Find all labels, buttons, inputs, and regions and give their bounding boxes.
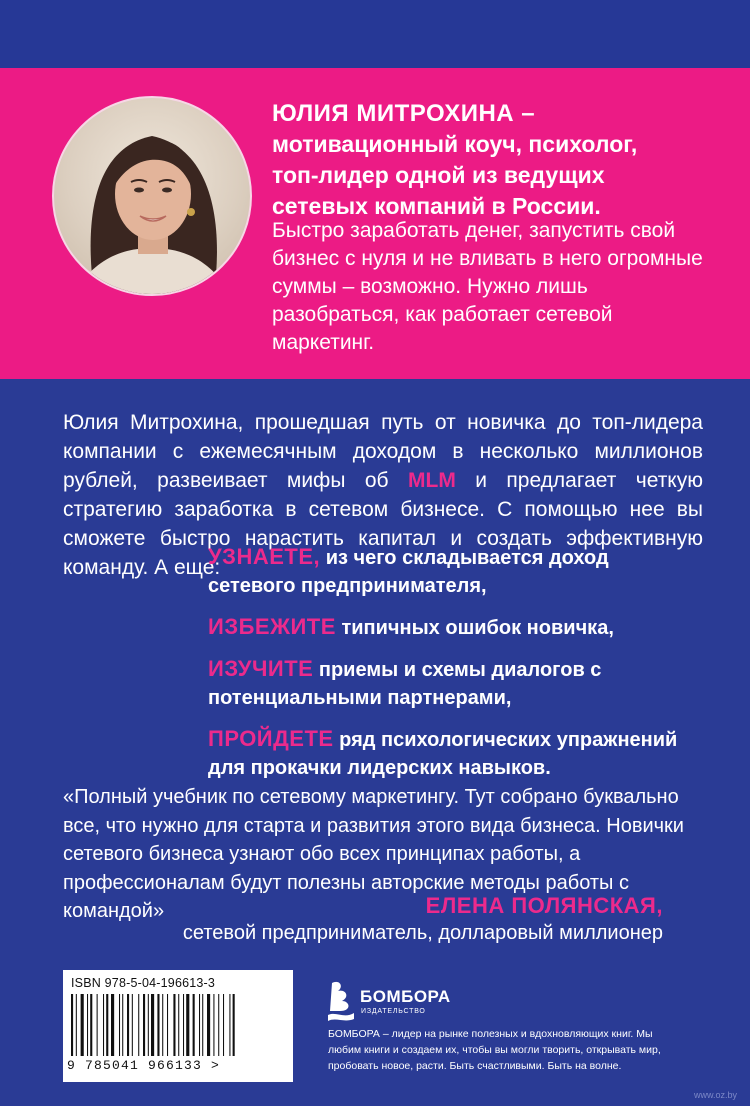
barcode-bar <box>97 994 98 1056</box>
barcode-bar <box>87 994 88 1056</box>
list-keyword: УЗНАЕТЕ, <box>208 544 321 569</box>
barcode-bar <box>207 994 210 1056</box>
isbn-barcode <box>63 970 293 1082</box>
barcode-bar <box>127 994 129 1056</box>
quote-author-role: сетевой предприниматель, долларовый миллионер <box>182 922 663 944</box>
list-text: типичных ошибок новичка, <box>335 617 614 639</box>
barcode-bar <box>90 994 92 1056</box>
isbn-label: ISBN 978-5-04-196613-3 <box>71 976 216 990</box>
barcode-digits: 9 785041 966133 > <box>67 1058 221 1073</box>
bombora-wave-icon <box>326 977 356 1023</box>
list-keyword: ИЗБЕЖИТЕ <box>208 614 336 639</box>
barcode-bar <box>233 994 235 1056</box>
barcode-bar <box>229 994 230 1056</box>
mlm-highlight: MLM <box>408 469 456 492</box>
list-item <box>208 725 688 782</box>
list-keyword: ИЗУЧИТЕ <box>208 656 314 681</box>
author-description-line3: сетевых компаний в России. <box>272 193 601 219</box>
author-description-line2: топ-лидер одной из ведущих <box>272 162 605 188</box>
barcode-bar <box>193 994 195 1056</box>
top-strip <box>0 0 750 68</box>
review-quote: «Полный учебник по сетевому маркетингу. Тут собрано буквально все, что нужно для старта и развития этого вида бизнеса. Новички сетевого бизнеса узнают обо всех принципах работы, а профессионалам будут полезны авторские методы работы с командой» <box>63 786 684 922</box>
benefits-list <box>208 543 688 795</box>
list-text: ряд психологических упражнений для прокачки лидерских навыков. <box>208 729 678 779</box>
barcode-bar <box>119 994 120 1056</box>
list-keyword: ПРОЙДЕТЕ <box>208 726 334 751</box>
barcode-bar <box>218 994 219 1056</box>
barcode-bar <box>138 994 139 1056</box>
barcode-bar <box>76 994 77 1056</box>
author-title <box>272 98 712 222</box>
barcode-bar <box>183 994 184 1056</box>
list-item <box>208 655 688 712</box>
publisher-logo <box>326 977 526 1023</box>
barcode-bar <box>143 994 145 1056</box>
barcode-bar <box>151 994 154 1056</box>
barcode-bar <box>213 994 214 1056</box>
barcode-bar <box>202 994 203 1056</box>
barcode-bar <box>186 994 189 1056</box>
barcode-bar <box>157 994 159 1056</box>
barcode-bar <box>199 994 200 1056</box>
intro-text-start: Юлия Митрохина, прошедшая путь от новичка до топ-лидера компании с ежемесячным доходом в несколько миллионов рублей, развеивает мифы об <box>63 411 703 492</box>
barcode-bar <box>122 994 123 1056</box>
publisher-name: БОМБОРА <box>360 987 451 1006</box>
list-item <box>208 543 688 600</box>
list-text: приемы и схемы диалогов с потенциальными партнерами, <box>208 659 602 709</box>
bio-paragraph: Быстро заработать денег, запустить свой бизнес с нуля и не вливать в него огромные суммы – возможно. Нужно лишь разобраться, как работает сетевой маркетинг. <box>272 219 703 354</box>
intro-text-end: и предлагает четкую стратегию заработка в сетевом бизнесе. С помощью нее вы сможете быстро нарастить капитал и создать эффективную команду. А еще: <box>63 469 703 579</box>
author-name: ЮЛИЯ МИТРОХИНА – <box>272 100 536 127</box>
quote-author: ЕЛЕНА ПОЛЯНСКАЯ, <box>425 893 663 918</box>
barcode-bar <box>167 994 168 1056</box>
list-text: из чего складывается доход сетевого предпринимателя, <box>208 547 609 597</box>
barcode-bar <box>132 994 133 1056</box>
publisher-description: БОМБОРА – лидер на рынке полезных и вдохновляющих книг. Мы любим книги и создаем их, чтобы вы могли творить, открывать мир, пробовать новое, расти. Быть счастливыми. Быть на волне. <box>328 1028 661 1072</box>
barcode-bar <box>103 994 104 1056</box>
watermark: www.oz.by <box>694 1090 738 1100</box>
author-photo <box>52 96 252 296</box>
barcode-bar <box>81 994 84 1056</box>
barcode-bar <box>162 994 163 1056</box>
barcode-bar <box>71 994 73 1056</box>
barcode-bars <box>71 994 285 1056</box>
barcode-bar <box>148 994 149 1056</box>
barcode-bar <box>223 994 224 1056</box>
barcode-bar <box>178 994 179 1056</box>
barcode-bar <box>111 994 114 1056</box>
barcode-bar <box>106 994 108 1056</box>
list-item <box>208 613 688 642</box>
author-description-line1: мотивационный коуч, психолог, <box>272 131 638 157</box>
barcode-bar <box>173 994 175 1056</box>
publisher-subtitle: ИЗДАТЕЛЬСТВО <box>361 1008 426 1015</box>
